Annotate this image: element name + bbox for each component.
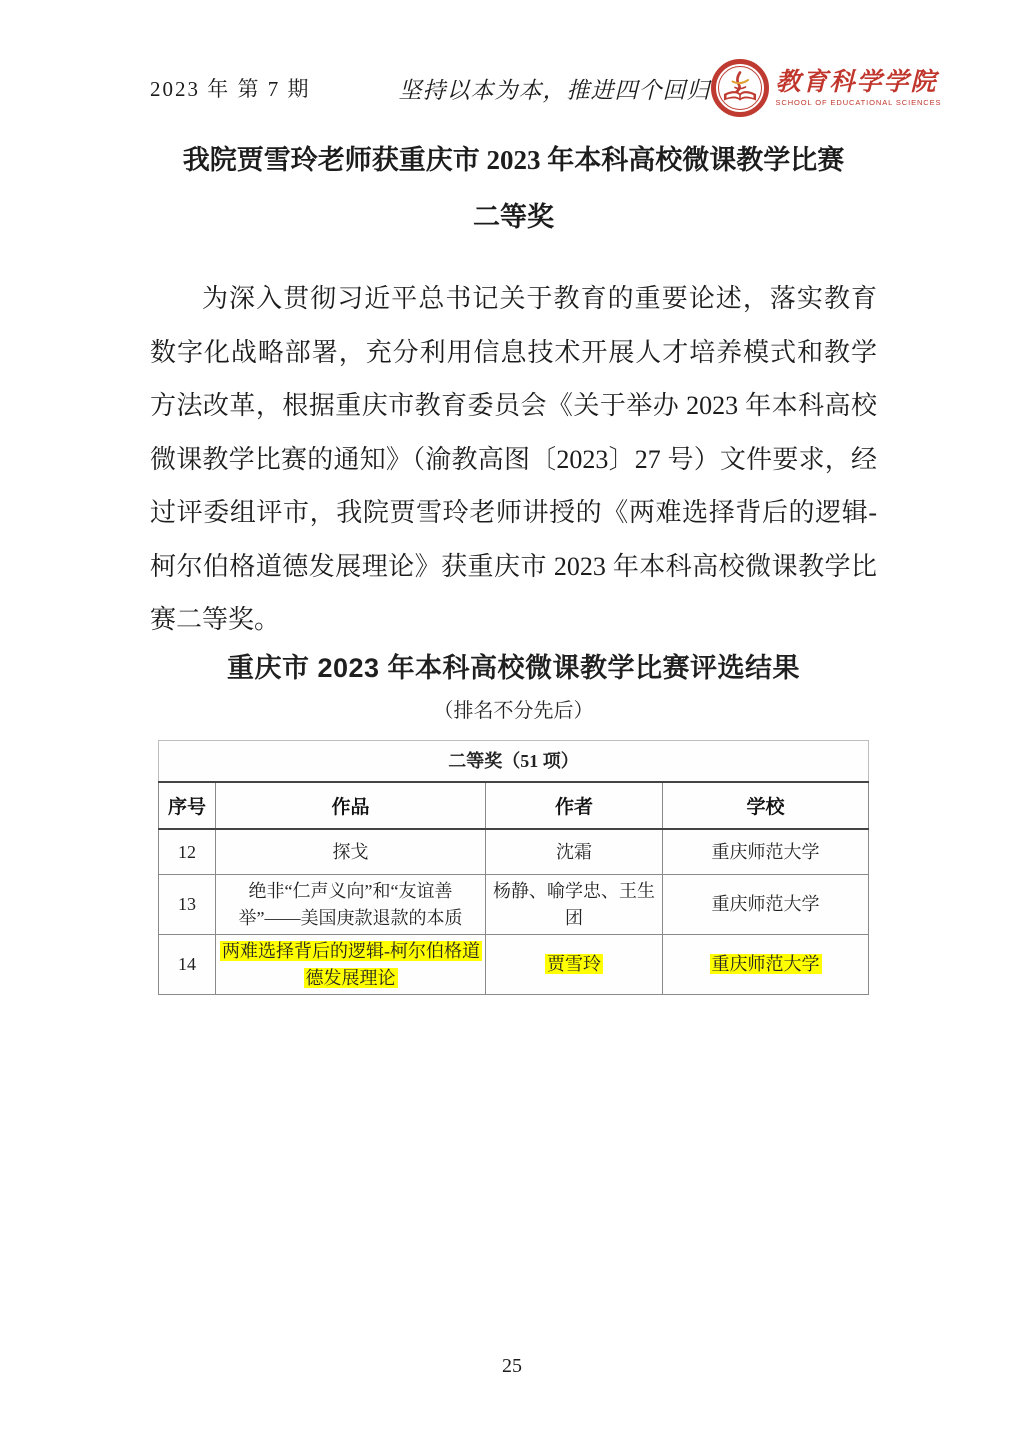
table-header-row [159,782,869,829]
header-slogan: 坚持以本为本，推进四个回归 [398,77,711,103]
results-title: 重庆市 2023 年本科高校微课教学比赛评选结果 [226,653,801,683]
cell-school: 重庆师范大学 [663,829,869,875]
cell-no: 13 [159,875,216,935]
article-title-line2: 二等奖 [473,202,554,232]
results-subtitle: （排名不分先后） [433,700,594,722]
cell-work [216,935,486,995]
article-title-line1: 我院贾雪玲老师获重庆市 2023 年本科高校微课教学比赛 [182,145,845,175]
cell-no: 14 [159,935,216,995]
school-emblem-icon [711,59,769,117]
results-table [158,740,869,995]
highlighted-school: 重庆师范大学 [711,954,820,974]
article-title [150,132,877,246]
column-header-school: 学校 [663,782,869,829]
award-band-row [159,741,869,783]
cell-work: 绝非“仁声义向”和“友谊善举”——美国庚款退款的本质 [216,875,486,935]
school-name-cn: 教育科学学院 [775,68,938,96]
table-row [159,875,869,935]
cell-authors [486,935,663,995]
table-row [159,829,869,875]
cell-no: 12 [159,829,216,875]
cell-work: 探戈 [216,829,486,875]
award-band-label: 二等奖（51 项） [159,741,869,783]
column-header-authors: 作者 [486,782,663,829]
column-header-work: 作品 [216,782,486,829]
column-header-no: 序号 [159,782,216,829]
school-name-en: SCHOOL OF EDUCATIONAL SCIENCES [775,97,942,107]
results-section [150,646,877,995]
page-header [150,56,942,120]
school-brand [711,59,942,117]
cell-authors: 沈霜 [486,829,663,875]
issue-label: 2023 年 第 7 期 [150,77,311,101]
highlighted-work: 两难选择背后的逻辑-柯尔伯格道德发展理论 [222,940,480,988]
cell-school: 重庆师范大学 [663,875,869,935]
cell-school [663,935,869,995]
cell-authors: 杨静、喻学忠、王生团 [486,875,663,935]
highlighted-author: 贾雪玲 [547,954,601,974]
table-row-highlighted [159,935,869,995]
article-body: 为深入贯彻习近平总书记关于教育的重要论述，落实教育数字化战略部署，充分利用信息技术开展人才培养模式和教学方法改革，根据重庆市教育委员会《关于举办 2023 年本科高校微课教学比赛的通知》（渝教高图〔2023〕27 号）文件要求，经过评委组评市，我院贾雪玲老师讲授的《两难选择背后的逻辑-柯尔伯格道德发展理论》获重庆市 2023 年本科高校微课教学比赛二等奖。 [150,284,877,634]
page-number: 25 [502,1355,522,1377]
